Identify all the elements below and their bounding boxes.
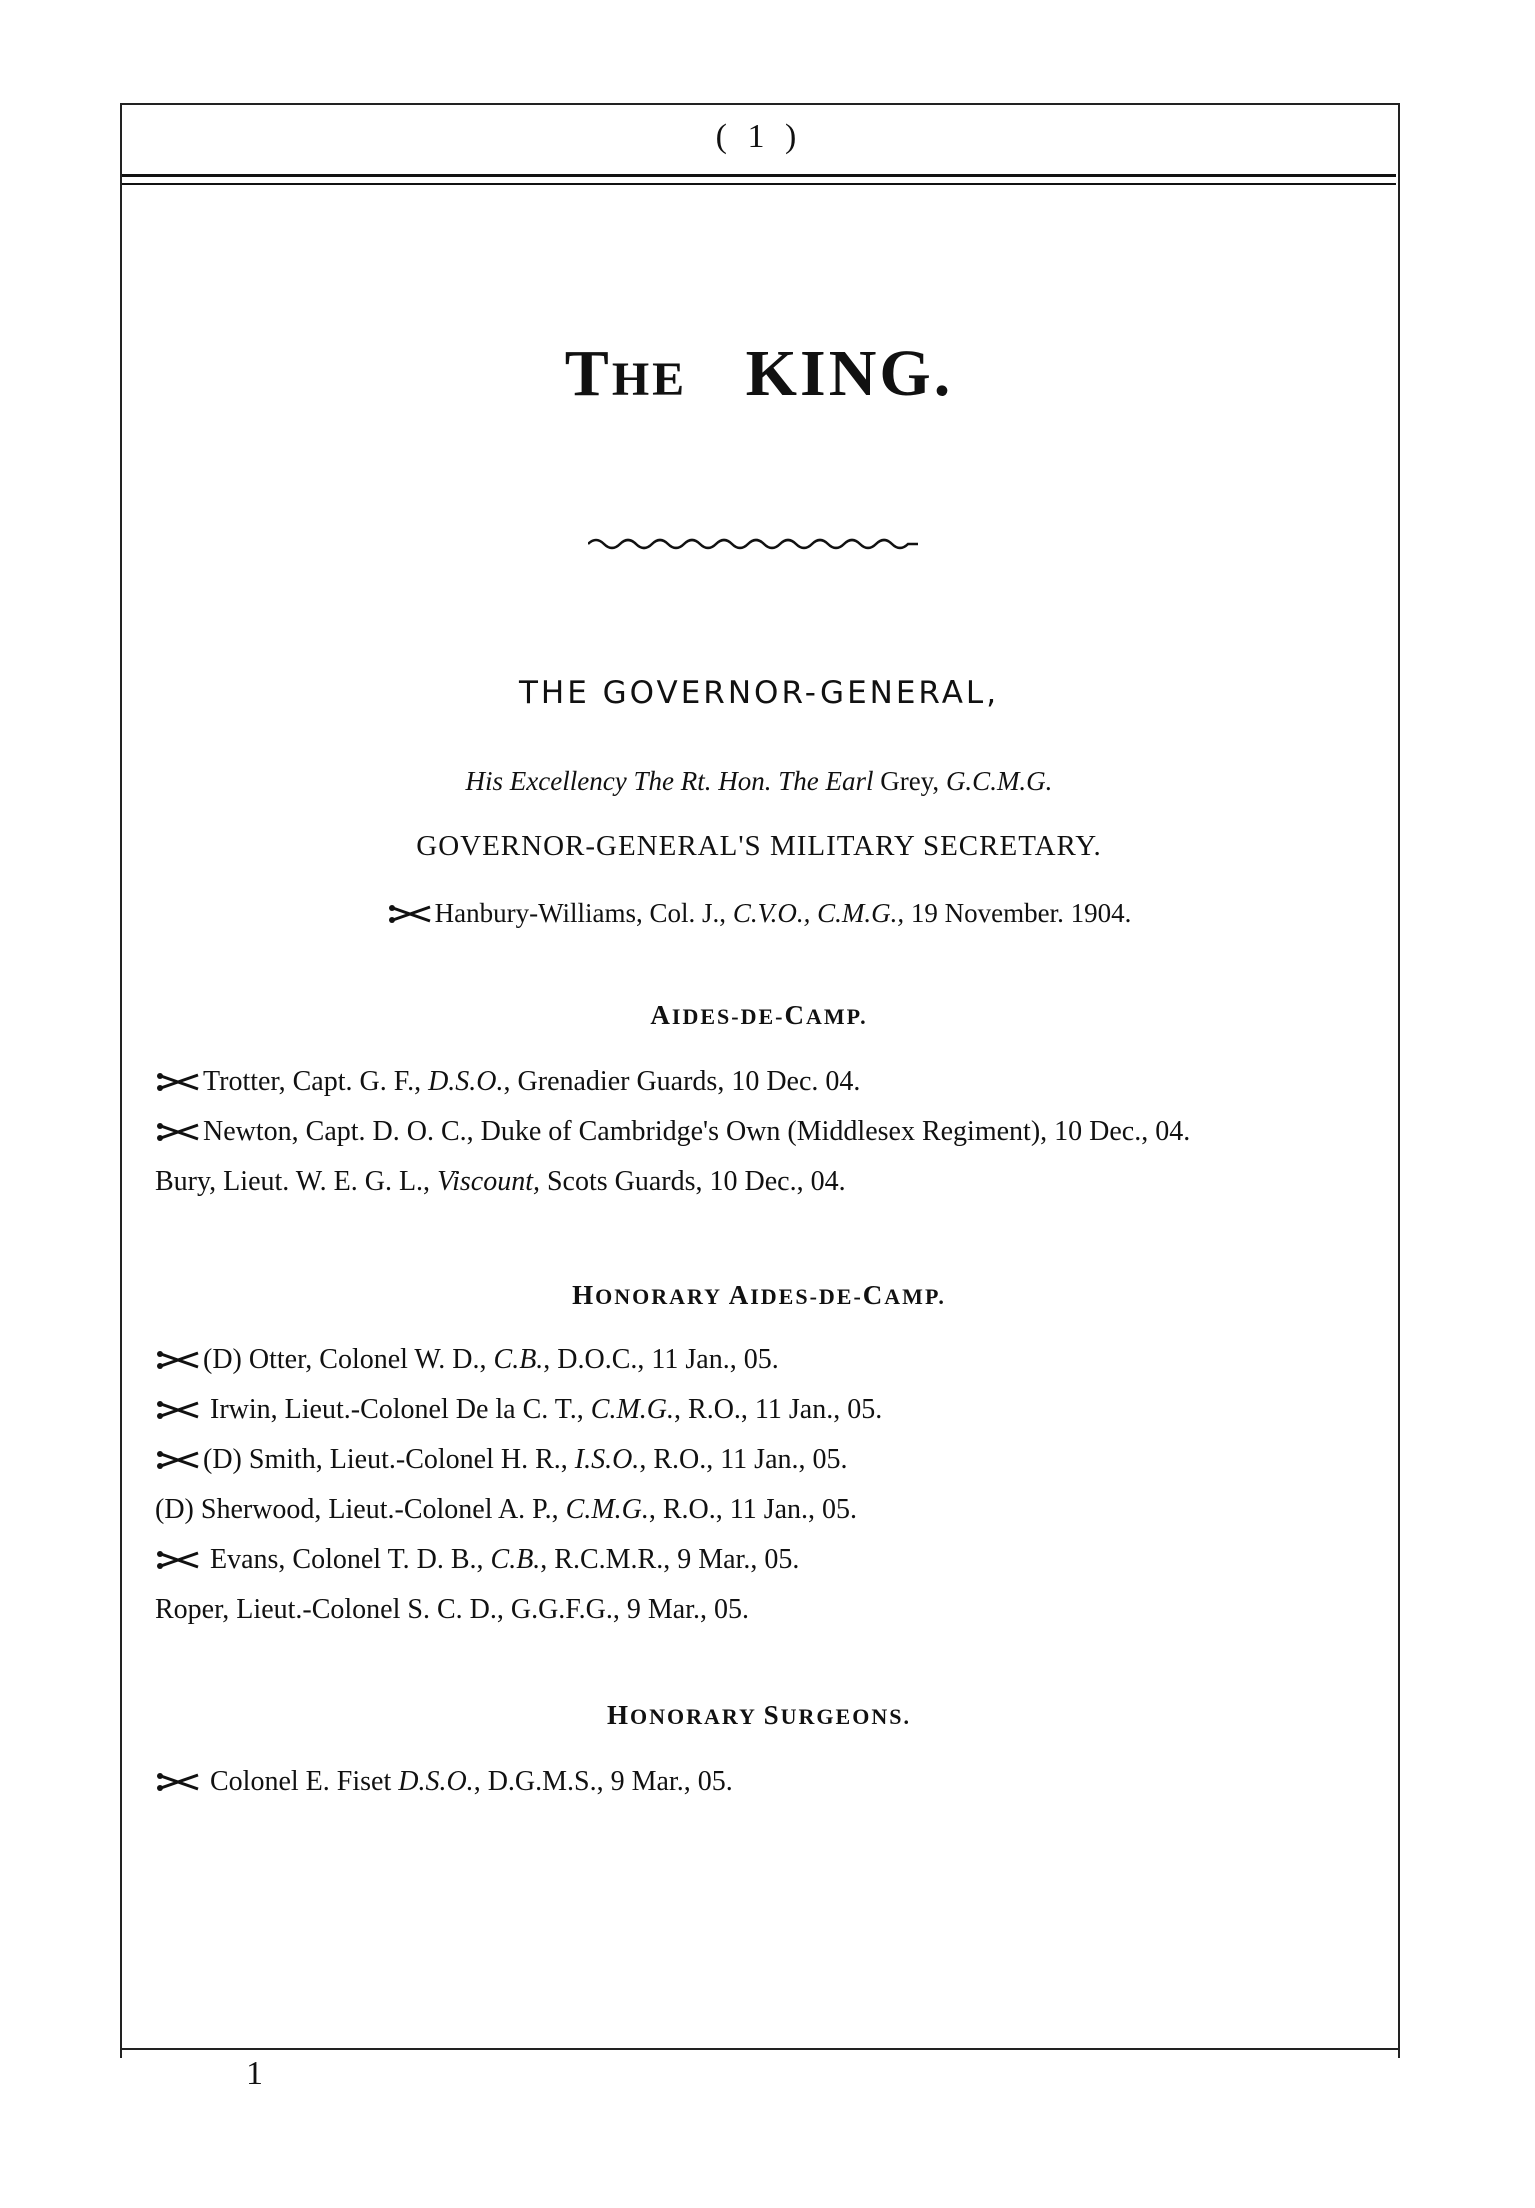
page-number: ( 1 ) — [715, 118, 803, 155]
entry-honours: D.S.O. — [398, 1766, 474, 1797]
entry-honours: I.S.O. — [574, 1444, 640, 1475]
heading-initial: C — [862, 1280, 885, 1310]
heading-initial: H — [572, 1280, 596, 1310]
title-initial: T — [564, 337, 612, 410]
list-item — [155, 1594, 749, 1626]
entry-honours: C.B. — [493, 1344, 544, 1375]
entry-text: Irwin, Lieut.-Colonel De la C. T., — [203, 1394, 591, 1425]
header-rule-thick — [122, 174, 1396, 177]
list-item — [155, 1544, 799, 1576]
entry-rest: Scots Guards, 10 Dec., 04. — [539, 1166, 846, 1197]
entry-rest: , Grenadier Guards, 10 Dec. 04. — [503, 1066, 861, 1097]
page-frame-bottom-rule — [120, 2048, 1398, 2050]
wavy-ornament-divider — [588, 535, 918, 553]
page-title — [122, 336, 1396, 412]
list-item — [155, 1766, 733, 1798]
entry-rest: , R.O., 11 Jan., 05. — [674, 1394, 883, 1425]
header-rule-thin — [122, 183, 1396, 185]
title-word-2: KING. — [745, 337, 954, 410]
heading-rest: IDES-DE- — [750, 1284, 863, 1309]
heading-rest: AMP. — [806, 1004, 868, 1029]
entry-honours: C.M.G. — [590, 1394, 675, 1425]
honorary-surgeons-heading — [122, 1700, 1396, 1731]
entry-text: Hanbury-Williams, Col. J., — [434, 898, 733, 928]
military-secretary-entry — [122, 898, 1396, 929]
entry-text: Newton, Capt. D. O. C., Duke of Cambridge's Own (Middlesex Regiment), 10 Dec., 04. — [203, 1116, 1191, 1147]
crossed-swords-icon — [155, 1549, 201, 1571]
heading-initial: S — [763, 1700, 781, 1730]
list-item — [155, 1344, 779, 1376]
aides-de-camp-heading — [122, 1000, 1396, 1031]
list-item — [155, 1066, 860, 1098]
entry-text: Bury, Lieut. W. E. G. L., — [155, 1166, 438, 1197]
heading-rest: ONORARY — [595, 1284, 729, 1309]
entry-rest: , R.O., 11 Jan., 05. — [639, 1444, 848, 1475]
entry-rest: , R.C.M.R., 9 Mar., 05. — [540, 1544, 800, 1575]
heading-rest: URGEONS. — [780, 1704, 911, 1729]
entry-honours: C.V.O., C.M.G., — [732, 898, 905, 928]
governor-general-heading: THE GOVERNOR-GENERAL, — [518, 675, 1000, 711]
crossed-swords-icon — [387, 903, 433, 925]
entry-text: Trotter, Capt. G. F., — [203, 1066, 429, 1097]
entry-date: 19 November. 1904. — [904, 898, 1132, 928]
gg-name-roman: Grey, — [873, 766, 946, 796]
entry-rest: , D.O.C., 11 Jan., 05. — [543, 1344, 779, 1375]
list-item — [155, 1494, 857, 1526]
heading-rest: IDES-DE- — [671, 1004, 785, 1029]
list-item — [155, 1116, 1190, 1148]
heading-initial: A — [728, 1280, 751, 1310]
heading-rest: ONORARY — [630, 1704, 764, 1729]
heading-initial: A — [650, 1000, 672, 1030]
list-item — [155, 1166, 846, 1198]
heading-rest: AMP. — [884, 1284, 946, 1309]
governor-general-name — [122, 766, 1396, 797]
military-secretary-heading: GOVERNOR-GENERAL'S MILITARY SECRETARY. — [416, 830, 1102, 862]
entry-rest: , R.O., 11 Jan., 05. — [648, 1494, 858, 1525]
list-item — [155, 1394, 882, 1426]
folio-number: 1 — [246, 2055, 263, 2092]
crossed-swords-icon — [155, 1121, 201, 1143]
list-item — [155, 1444, 848, 1476]
entry-honours: Viscount, — [437, 1166, 540, 1197]
crossed-swords-icon — [155, 1449, 201, 1471]
gg-name-italic-2: G.C.M.G. — [945, 766, 1053, 796]
gg-name-italic-1: His Excellency The Rt. Hon. The Earl — [465, 766, 874, 796]
crossed-swords-icon — [155, 1771, 201, 1793]
title-word-1-rest: HE — [611, 353, 688, 406]
honorary-aides-heading — [122, 1280, 1396, 1311]
heading-initial: H — [607, 1700, 631, 1730]
entry-text: Roper, Lieut.-Colonel S. C. D., G.G.F.G., 9 Mar., 05. — [155, 1594, 749, 1625]
entry-text: Colonel E. Fiset — [203, 1766, 399, 1797]
crossed-swords-icon — [155, 1349, 201, 1371]
entry-honours: C.B. — [490, 1544, 541, 1575]
entry-text: (D) Smith, Lieut.-Colonel H. R., — [203, 1444, 575, 1475]
entry-text: (D) Sherwood, Lieut.-Colonel A. P., — [155, 1494, 566, 1525]
heading-initial: C — [784, 1000, 806, 1030]
entry-honours: D.S.O. — [428, 1066, 504, 1097]
entry-text: (D) Otter, Colonel W. D., — [203, 1344, 494, 1375]
crossed-swords-icon — [155, 1071, 201, 1093]
entry-honours: C.M.G. — [565, 1494, 649, 1525]
entry-rest: , D.G.M.S., 9 Mar., 05. — [473, 1766, 733, 1797]
entry-text: Evans, Colonel T. D. B., — [203, 1544, 491, 1575]
crossed-swords-icon — [155, 1399, 201, 1421]
